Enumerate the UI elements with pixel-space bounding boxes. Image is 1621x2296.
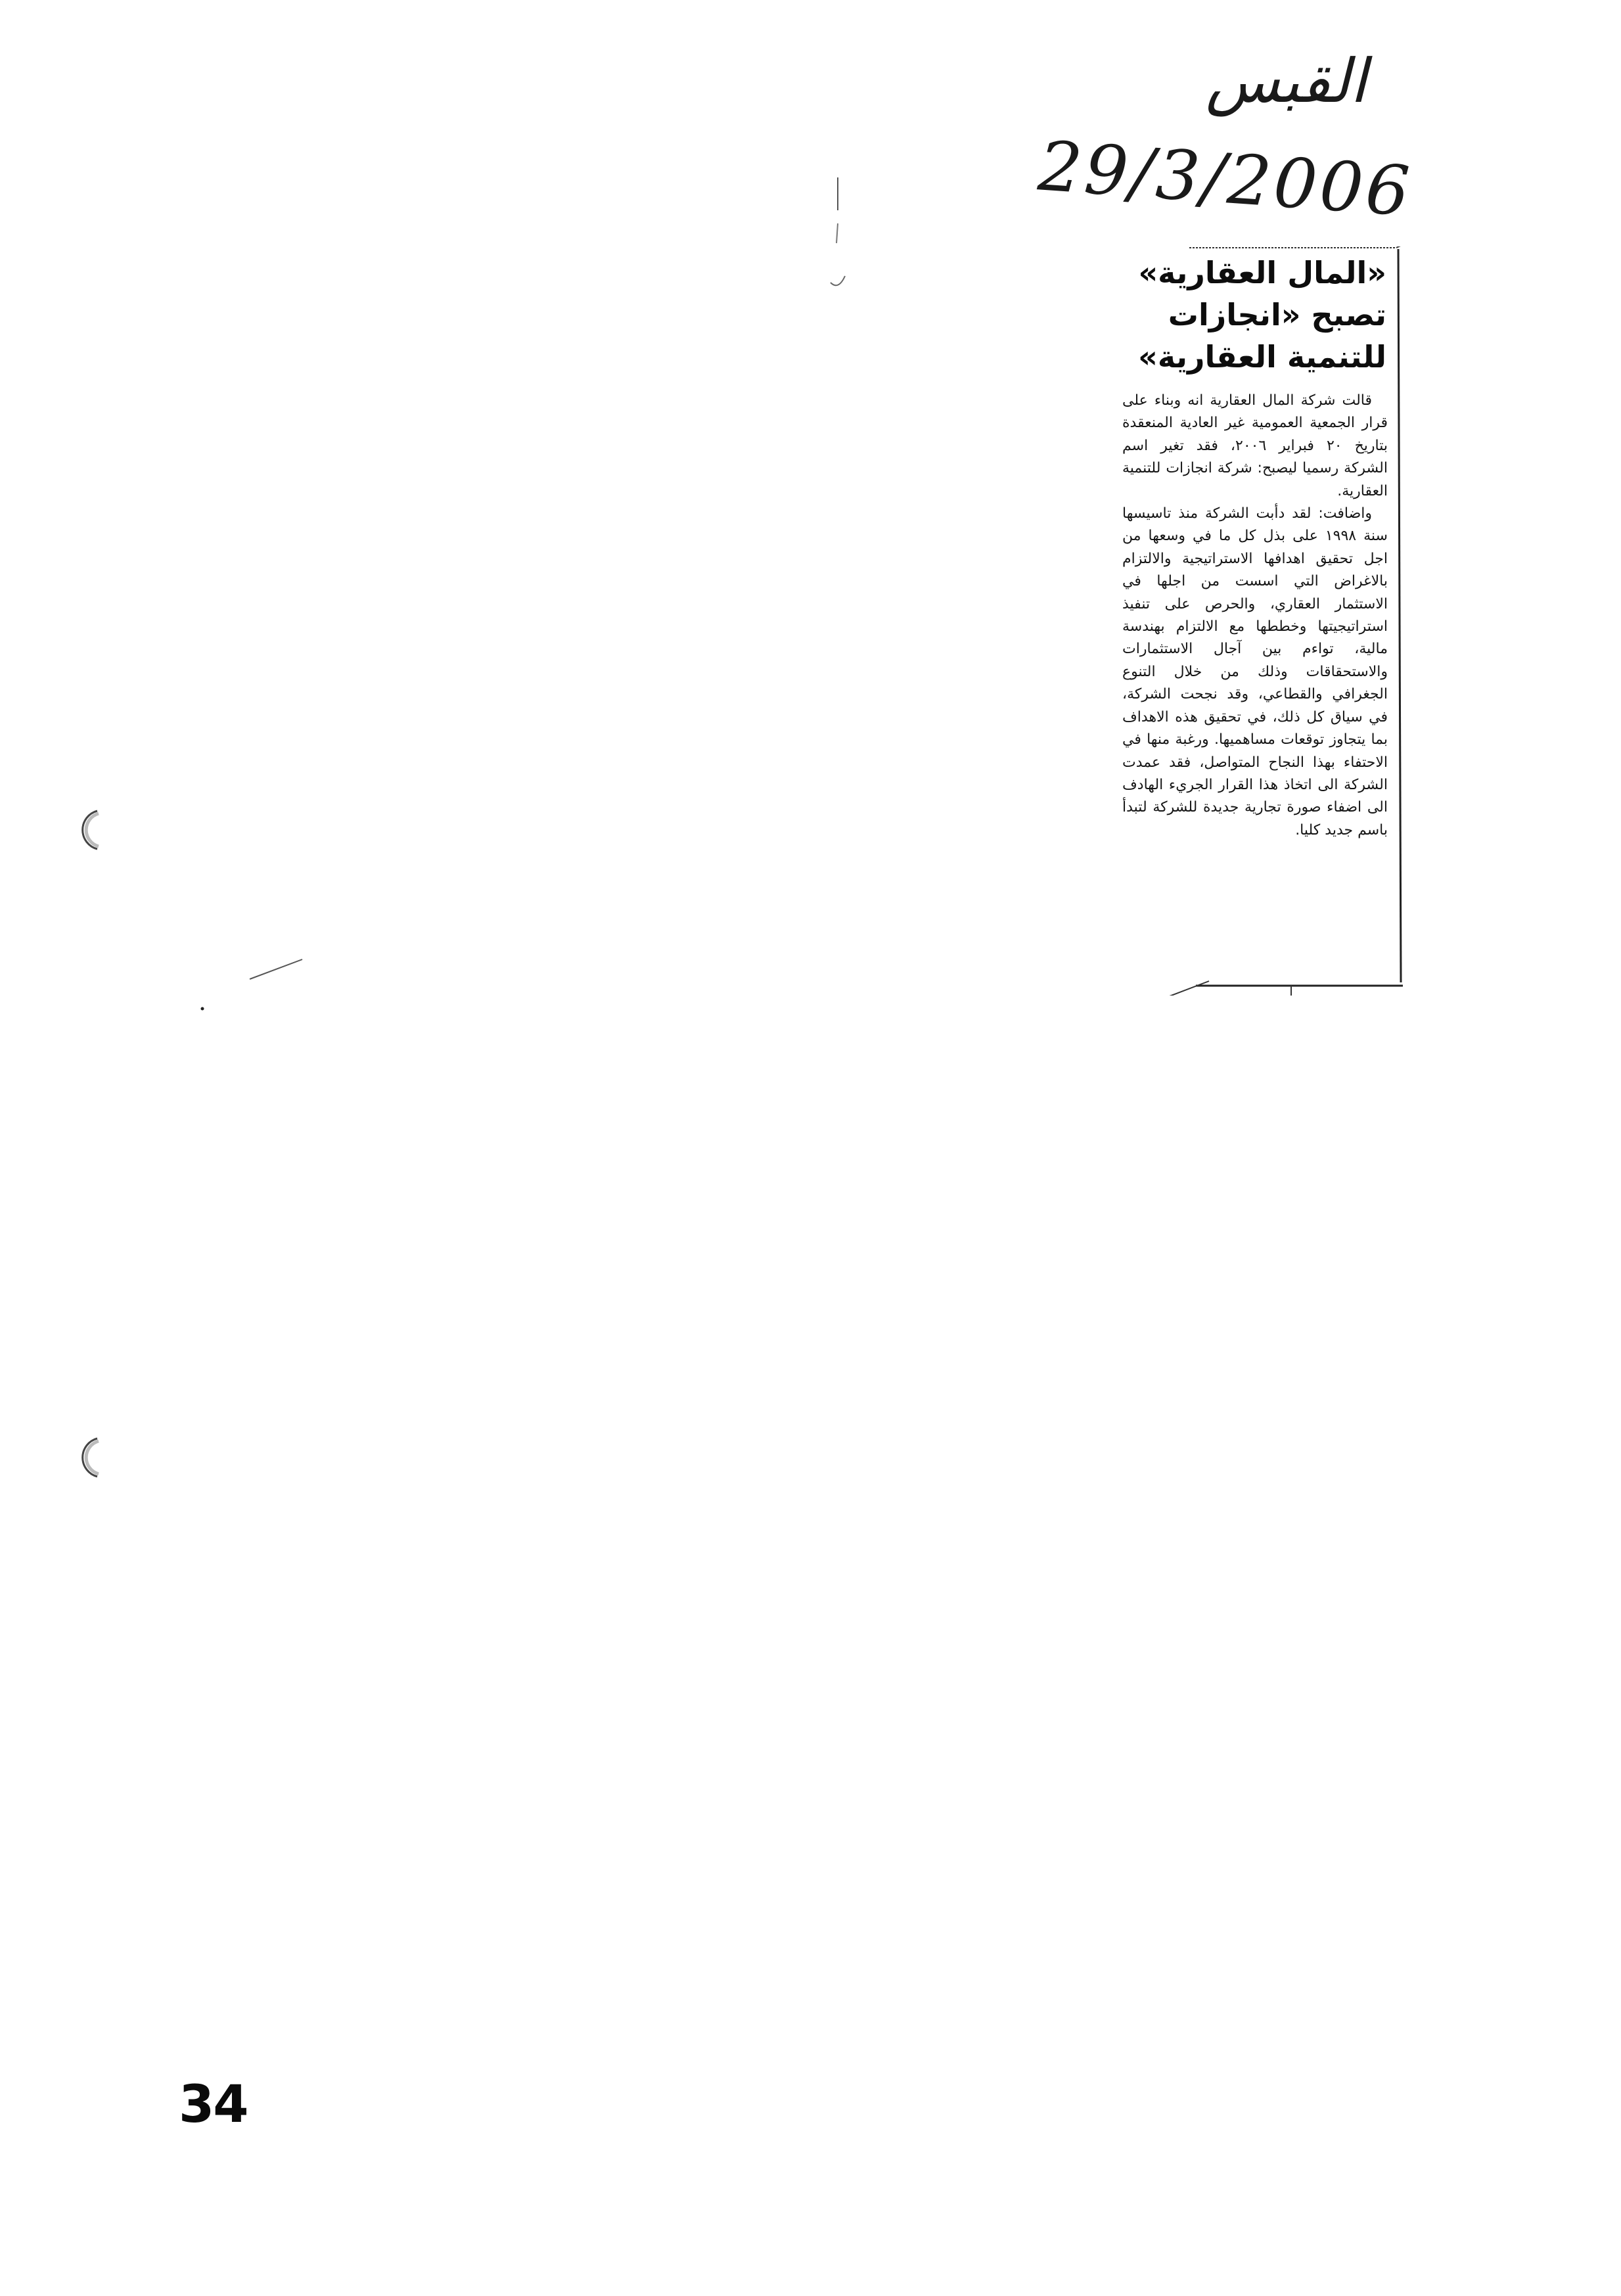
handwritten-newspaper-name: القبس [1205, 46, 1367, 116]
headline-line: «المال العقارية» [1138, 255, 1386, 290]
article-paragraph: واضافت: لقد دأبت الشركة منذ تاسيسها سنة ١٩٩٨ على بذل كل ما في وسعها من اجل تحقيق اهدافها الاستراتيجية والالتزام بالاغراض التي اسست من اجلها في الاستثمار العقاري، والحرص على تنفيذ استراتيجيتها وخططها مع الالتزام بهندسة مالية، تواءم بين آجال الاستثمارات والاستحقاقات وذلك من خلال التنوع الجغرافي والقطاعي، وقد نجحت الشركة، في سياق كل ذلك، في تحقيق هذه الاهداف بما يتجاوز توقعات مساهميها. ورغبة منها في الاحتفاء بهذا النجاح المتواصل، فقد عمدت الشركة الى اتخاذ هذا القرار الجريء الهادف الى اضفاء صورة تجارية جديدة للشركة لتبدأ باسم جديد كليا. [1122, 505, 1388, 838]
hole-punch-mark [66, 1436, 105, 1479]
hole-punch-mark [66, 808, 105, 852]
article-paragraph: قالت شركة المال العقارية انه وبناء على قرار الجمعية العمومية غير العادية المنعقدة بتاريخ ٢٠ فبراير ٢٠٠٦، فقد تغير اسم الشركة رسميا ليصبح: شركة انجازات للتنمية العقارية. [1122, 392, 1388, 499]
page-number: 34 [179, 2075, 248, 2134]
scan-mark-top [828, 177, 848, 296]
scan-mark-left [197, 953, 315, 1012]
headline-line: للتنمية العقارية» [1138, 339, 1386, 375]
newspaper-clipping [1117, 246, 1406, 996]
clipping-article-body [1122, 390, 1388, 842]
headline-line: تصبح «انجازات [1168, 297, 1386, 333]
clipping-headline [1124, 252, 1386, 378]
handwritten-date: 29/3/2006 [1036, 126, 1415, 232]
